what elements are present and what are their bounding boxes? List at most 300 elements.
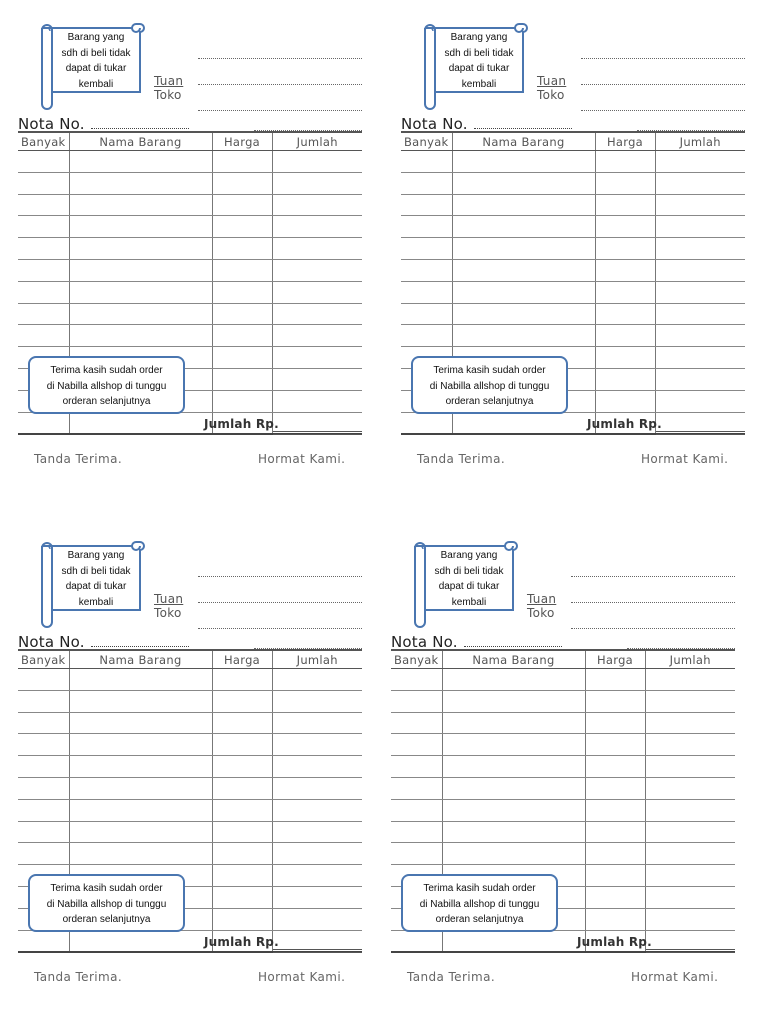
table-cell[interactable] [401,281,452,303]
table-cell[interactable] [18,194,69,216]
table-cell[interactable] [452,238,595,260]
table-cell[interactable] [69,777,212,799]
table-row [391,756,735,778]
table-cell[interactable] [272,865,362,887]
table-cell[interactable] [212,886,272,908]
table-cell[interactable] [69,259,212,281]
table-cell[interactable] [595,368,655,390]
table-cell[interactable] [585,843,645,865]
table-cell[interactable] [442,843,585,865]
table-row [391,777,735,799]
table-cell[interactable] [452,412,595,434]
table-cell[interactable] [212,216,272,238]
table-cell[interactable] [18,172,69,194]
table-cell[interactable] [272,799,362,821]
table-header-row [18,650,362,669]
table-cell[interactable] [595,347,655,369]
table-cell[interactable] [272,325,362,347]
thanks-line: Terima kasih sudah order [423,883,536,894]
table-cell[interactable] [212,865,272,887]
total-line[interactable] [656,431,745,432]
table-cell[interactable] [595,151,655,173]
table-cell[interactable] [69,690,212,712]
table-cell[interactable] [272,194,362,216]
thanks-line: orderan selanjutnya [435,914,524,925]
table-cell[interactable] [18,777,69,799]
table-cell[interactable] [645,777,735,799]
table-cell[interactable] [585,886,645,908]
table-cell[interactable] [585,865,645,887]
table-row [401,281,745,303]
toko-label: Toko [537,88,565,102]
table-row [18,172,362,194]
receipt-form [391,530,761,1000]
regards-signature-label: Hormat Kami. [258,970,346,984]
table-cell[interactable] [69,281,212,303]
column-header-harga: Harga [595,132,655,151]
table-cell[interactable] [212,347,272,369]
table-cell[interactable] [69,194,212,216]
receipt-form [18,530,388,1000]
table-cell[interactable] [212,390,272,412]
column-header-nama-barang: Nama Barang [69,650,212,669]
table-cell[interactable] [18,712,69,734]
table-cell[interactable] [272,216,362,238]
table-cell[interactable] [452,194,595,216]
table-cell[interactable] [595,216,655,238]
table-cell[interactable] [272,259,362,281]
table-cell[interactable] [272,712,362,734]
tuan-line[interactable] [571,602,735,603]
table-row [18,690,362,712]
table-row [391,799,735,821]
regards-signature-label: Hormat Kami. [631,970,719,984]
table-cell[interactable] [442,799,585,821]
table-cell[interactable] [595,194,655,216]
nota-number-line[interactable] [91,128,189,129]
table-cell[interactable] [18,843,69,865]
table-row [401,238,745,260]
table-cell[interactable] [452,216,595,238]
table-cell[interactable] [272,303,362,325]
thanks-line: Terima kasih sudah order [50,883,163,894]
table-cell[interactable] [391,712,442,734]
table-cell[interactable] [645,734,735,756]
nota-label: Nota No. [18,633,85,651]
tuan-label: Tuan [154,74,184,88]
toko-line[interactable] [198,110,362,111]
table-cell[interactable] [585,690,645,712]
table-cell[interactable] [212,368,272,390]
notice-line: kembali [451,596,487,608]
table-row [18,303,362,325]
table-cell[interactable] [452,151,595,173]
table-cell[interactable] [69,843,212,865]
table-row [401,259,745,281]
table-cell[interactable] [391,821,442,843]
table-cell[interactable] [18,238,69,260]
table-row [401,303,745,325]
column-header-jumlah: Jumlah [655,132,745,151]
table-cell[interactable] [595,325,655,347]
table-cell[interactable] [69,151,212,173]
notice-line: dapat di tukar [438,581,500,592]
table-cell[interactable] [69,325,212,347]
total-label: Jumlah Rp. [587,417,662,431]
nota-label: Nota No. [391,633,458,651]
thanks-line: orderan selanjutnya [62,914,151,925]
tuan-line[interactable] [581,84,745,85]
notice-text [431,30,527,92]
table-cell[interactable] [69,172,212,194]
table-cell[interactable] [212,669,272,691]
table-row [18,216,362,238]
table-cell[interactable] [272,172,362,194]
tuan-label: Tuan [154,592,184,606]
notice-line: Barang yang [67,550,125,561]
table-cell[interactable] [18,821,69,843]
table-cell[interactable] [18,690,69,712]
thanks-line: orderan selanjutnya [62,396,151,407]
table-row [401,151,745,173]
total-underline [273,952,362,953]
table-cell[interactable] [645,886,735,908]
notice-line: dapat di tukar [448,63,510,74]
table-cell[interactable] [69,756,212,778]
table-row [391,821,735,843]
table-cell[interactable] [442,712,585,734]
table-cell[interactable] [645,865,735,887]
table-row [401,194,745,216]
table-cell[interactable] [585,734,645,756]
table-cell[interactable] [442,734,585,756]
notice-scroll [401,538,519,628]
column-header-harga: Harga [212,650,272,669]
table-cell[interactable] [18,303,69,325]
table-cell[interactable] [272,843,362,865]
table-cell[interactable] [595,303,655,325]
table-row [391,843,735,865]
table-cell[interactable] [391,756,442,778]
table-cell[interactable] [18,216,69,238]
table-cell[interactable] [442,690,585,712]
table-cell[interactable] [645,669,735,691]
table-cell[interactable] [401,216,452,238]
table-cell[interactable] [272,281,362,303]
table-cell[interactable] [391,690,442,712]
table-cell[interactable] [645,712,735,734]
table-cell[interactable] [272,347,362,369]
table-cell[interactable] [69,216,212,238]
table-cell[interactable] [69,799,212,821]
table-cell[interactable] [69,303,212,325]
table-cell[interactable] [585,799,645,821]
table-cell[interactable] [212,194,272,216]
notice-line: kembali [461,78,497,90]
notice-line: sdh di beli tidak [61,565,131,577]
table-cell[interactable] [18,412,69,434]
table-cell[interactable] [442,756,585,778]
table-row [18,325,362,347]
table-cell[interactable] [272,908,362,930]
table-cell[interactable] [585,908,645,930]
thanks-box [28,874,185,932]
table-cell[interactable] [69,412,212,434]
table-cell[interactable] [595,281,655,303]
table-cell[interactable] [401,259,452,281]
total-underline [656,434,745,435]
table-cell[interactable] [655,194,745,216]
thanks-line: Terima kasih sudah order [50,365,163,376]
notice-line: Barang yang [67,32,125,43]
notice-text [48,30,144,92]
total-label: Jumlah Rp. [204,417,279,431]
table-cell[interactable] [212,799,272,821]
table-cell[interactable] [452,172,595,194]
table-row [18,821,362,843]
thanks-line: Terima kasih sudah order [433,365,546,376]
thanks-box [411,356,568,414]
notice-line: sdh di beli tidak [444,47,514,59]
table-cell[interactable] [442,821,585,843]
table-row [18,259,362,281]
tuan-label: Tuan [527,592,557,606]
table-cell[interactable] [655,172,745,194]
total-line[interactable] [646,949,735,950]
table-cell[interactable] [595,390,655,412]
table-cell[interactable] [401,303,452,325]
table-row [401,325,745,347]
table-cell[interactable] [645,821,735,843]
table-cell[interactable] [595,238,655,260]
total-line[interactable] [273,431,362,432]
table-cell[interactable] [391,799,442,821]
column-header-nama-barang: Nama Barang [442,650,585,669]
table-cell[interactable] [655,325,745,347]
table-cell[interactable] [401,194,452,216]
table-cell[interactable] [585,669,645,691]
table-cell[interactable] [585,712,645,734]
table-cell[interactable] [272,151,362,173]
table-cell[interactable] [69,821,212,843]
column-header-harga: Harga [585,650,645,669]
table-cell[interactable] [401,412,452,434]
table-cell[interactable] [212,908,272,930]
received-signature-label: Tanda Terima. [407,970,496,984]
tuan-line[interactable] [198,602,362,603]
table-cell[interactable] [212,325,272,347]
table-cell[interactable] [69,930,212,952]
table-cell[interactable] [442,930,585,952]
table-cell[interactable] [401,238,452,260]
date-line [198,576,362,577]
notice-line: dapat di tukar [65,63,127,74]
thanks-line: orderan selanjutnya [445,396,534,407]
table-row [401,172,745,194]
notice-text [421,548,517,610]
table-row [401,216,745,238]
tuan-line[interactable] [198,84,362,85]
thanks-line: di Nabilla allshop di tunggu [46,898,167,910]
table-cell[interactable] [212,712,272,734]
table-cell[interactable] [655,216,745,238]
table-cell[interactable] [645,756,735,778]
table-cell[interactable] [18,325,69,347]
toko-line[interactable] [581,110,745,111]
total-line[interactable] [273,949,362,950]
table-row [391,690,735,712]
table-cell[interactable] [18,151,69,173]
table-cell[interactable] [212,734,272,756]
column-header-jumlah: Jumlah [272,132,362,151]
table-cell[interactable] [212,303,272,325]
table-cell[interactable] [272,734,362,756]
column-header-harga: Harga [212,132,272,151]
table-cell[interactable] [69,712,212,734]
table-cell[interactable] [585,756,645,778]
table-cell[interactable] [585,821,645,843]
table-cell[interactable] [391,777,442,799]
total-underline [273,434,362,435]
table-cell[interactable] [391,669,442,691]
table-cell[interactable] [391,843,442,865]
table-cell[interactable] [272,821,362,843]
thanks-line: di Nabilla allshop di tunggu [46,380,167,392]
notice-scroll [28,20,146,110]
table-cell[interactable] [18,281,69,303]
table-cell[interactable] [272,690,362,712]
table-cell[interactable] [212,843,272,865]
table-cell[interactable] [212,777,272,799]
table-row [391,669,735,691]
table-cell[interactable] [401,151,452,173]
column-header-banyak: Banyak [401,132,452,151]
table-cell[interactable] [655,151,745,173]
column-header-banyak: Banyak [391,650,442,669]
table-cell[interactable] [655,303,745,325]
toko-line[interactable] [198,628,362,629]
table-cell[interactable] [272,238,362,260]
table-cell[interactable] [212,281,272,303]
notice-scroll [28,538,146,628]
column-header-jumlah: Jumlah [645,650,735,669]
total-label: Jumlah Rp. [204,935,279,949]
table-cell[interactable] [272,669,362,691]
table-cell[interactable] [212,238,272,260]
table-cell[interactable] [442,669,585,691]
table-cell[interactable] [212,172,272,194]
thanks-line: di Nabilla allshop di tunggu [419,898,540,910]
table-cell[interactable] [585,777,645,799]
table-cell[interactable] [391,930,442,952]
table-cell[interactable] [645,843,735,865]
table-row [18,151,362,173]
total-label: Jumlah Rp. [577,935,652,949]
table-cell[interactable] [655,390,745,412]
thanks-box [28,356,185,414]
notice-line: sdh di beli tidak [434,565,504,577]
notice-line: dapat di tukar [65,581,127,592]
table-cell[interactable] [272,756,362,778]
notice-line: Barang yang [440,550,498,561]
table-cell[interactable] [442,777,585,799]
notice-line: Barang yang [450,32,508,43]
table-cell[interactable] [655,347,745,369]
table-cell[interactable] [595,172,655,194]
table-cell[interactable] [272,368,362,390]
table-header-row [18,132,362,151]
table-cell[interactable] [212,821,272,843]
table-cell[interactable] [69,734,212,756]
table-cell[interactable] [401,325,452,347]
toko-line[interactable] [571,628,735,629]
nota-number-line[interactable] [464,646,562,647]
table-cell[interactable] [645,799,735,821]
table-cell[interactable] [452,259,595,281]
nota-number-line[interactable] [474,128,572,129]
table-cell[interactable] [645,908,735,930]
table-cell[interactable] [655,259,745,281]
column-header-nama-barang: Nama Barang [69,132,212,151]
nota-number-line[interactable] [91,646,189,647]
table-row [18,281,362,303]
table-cell[interactable] [452,281,595,303]
table-cell[interactable] [655,368,745,390]
column-header-banyak: Banyak [18,650,69,669]
toko-label: Toko [527,606,555,620]
table-cell[interactable] [18,930,69,952]
table-cell[interactable] [69,238,212,260]
table-cell[interactable] [452,303,595,325]
table-row [18,756,362,778]
nota-label: Nota No. [18,115,85,133]
table-cell[interactable] [655,281,745,303]
table-cell[interactable] [272,390,362,412]
thanks-box [401,874,558,932]
table-cell[interactable] [212,690,272,712]
table-cell[interactable] [18,734,69,756]
table-cell[interactable] [391,734,442,756]
table-cell[interactable] [18,669,69,691]
table-cell[interactable] [595,259,655,281]
table-cell[interactable] [212,259,272,281]
table-row [18,712,362,734]
nota-label: Nota No. [401,115,468,133]
table-cell[interactable] [401,172,452,194]
table-cell[interactable] [645,690,735,712]
table-header-row [391,650,735,669]
table-cell[interactable] [452,325,595,347]
table-row [18,799,362,821]
table-cell[interactable] [272,886,362,908]
regards-signature-label: Hormat Kami. [258,452,346,466]
table-row [18,734,362,756]
table-cell[interactable] [212,151,272,173]
received-signature-label: Tanda Terima. [417,452,506,466]
table-cell[interactable] [69,669,212,691]
table-cell[interactable] [18,259,69,281]
table-cell[interactable] [18,799,69,821]
received-signature-label: Tanda Terima. [34,970,123,984]
table-cell[interactable] [18,756,69,778]
table-cell[interactable] [212,756,272,778]
table-row [18,843,362,865]
thanks-line: di Nabilla allshop di tunggu [429,380,550,392]
table-cell[interactable] [655,238,745,260]
toko-label: Toko [154,606,182,620]
table-row [18,669,362,691]
table-cell[interactable] [272,777,362,799]
